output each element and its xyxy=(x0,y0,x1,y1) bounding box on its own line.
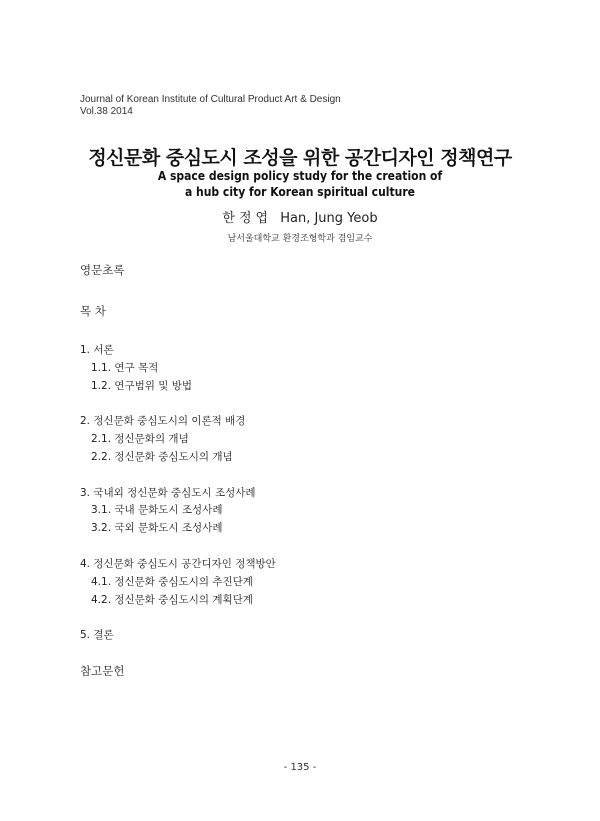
toc-item-2-2: 2.2. 정신문화 중심도시의 개념 xyxy=(91,451,233,463)
toc-item-4-2: 4.2. 정신문화 중심도시의 계획단계 xyxy=(91,594,253,606)
toc-heading: 목 차 xyxy=(80,304,106,318)
toc-item-2: 2. 정신문화 중심도시의 이론적 배경 xyxy=(80,415,246,427)
toc-item-1-1: 1.1. 연구 목적 xyxy=(91,362,159,374)
toc-item-1-2: 1.2. 연구범위 및 방법 xyxy=(91,380,193,392)
page-number: - 135 - xyxy=(283,762,317,773)
author-name-korean: 한정엽 xyxy=(222,211,273,226)
journal-name: Journal of Korean Institute of Cultural Product Art & Design xyxy=(80,94,341,105)
author-line xyxy=(0,207,600,226)
toc-item-5: 5. 결론 xyxy=(80,629,114,641)
journal-header xyxy=(80,94,341,118)
subtitle-line-1: A space design policy study for the creation of xyxy=(157,169,443,183)
paper-subtitle xyxy=(30,168,570,200)
author-name-english: Han, Jung Yeob xyxy=(280,211,378,226)
toc-item-3: 3. 국내외 정신문화 중심도시 조성사례 xyxy=(80,487,256,499)
toc-item-2-1: 2.1. 정신문화의 개념 xyxy=(91,433,189,445)
toc-item-3-1: 3.1. 국내 문화도시 조성사례 xyxy=(91,504,223,516)
toc-item-3-2: 3.2. 국외 문화도시 조성사례 xyxy=(91,522,223,534)
toc-item-4-1: 4.1. 정신문화 중심도시의 추진단계 xyxy=(91,576,253,588)
paper-title: 정신문화 중심도시 조성을 위한 공간디자인 정책연구 xyxy=(88,147,512,169)
journal-volume: Vol.38 2014 xyxy=(80,106,133,117)
toc-item-1: 1. 서론 xyxy=(80,344,114,356)
references-heading: 참고문헌 xyxy=(80,664,125,678)
abstract-heading: 영문초록 xyxy=(80,263,125,277)
toc-item-4: 4. 정신문화 중심도시 공간디자인 정책방안 xyxy=(80,558,276,570)
author-affiliation: 남서울대학교 환경조형학과 겸임교수 xyxy=(227,234,373,244)
subtitle-line-2: a hub city for Korean spiritual culture xyxy=(185,185,415,199)
